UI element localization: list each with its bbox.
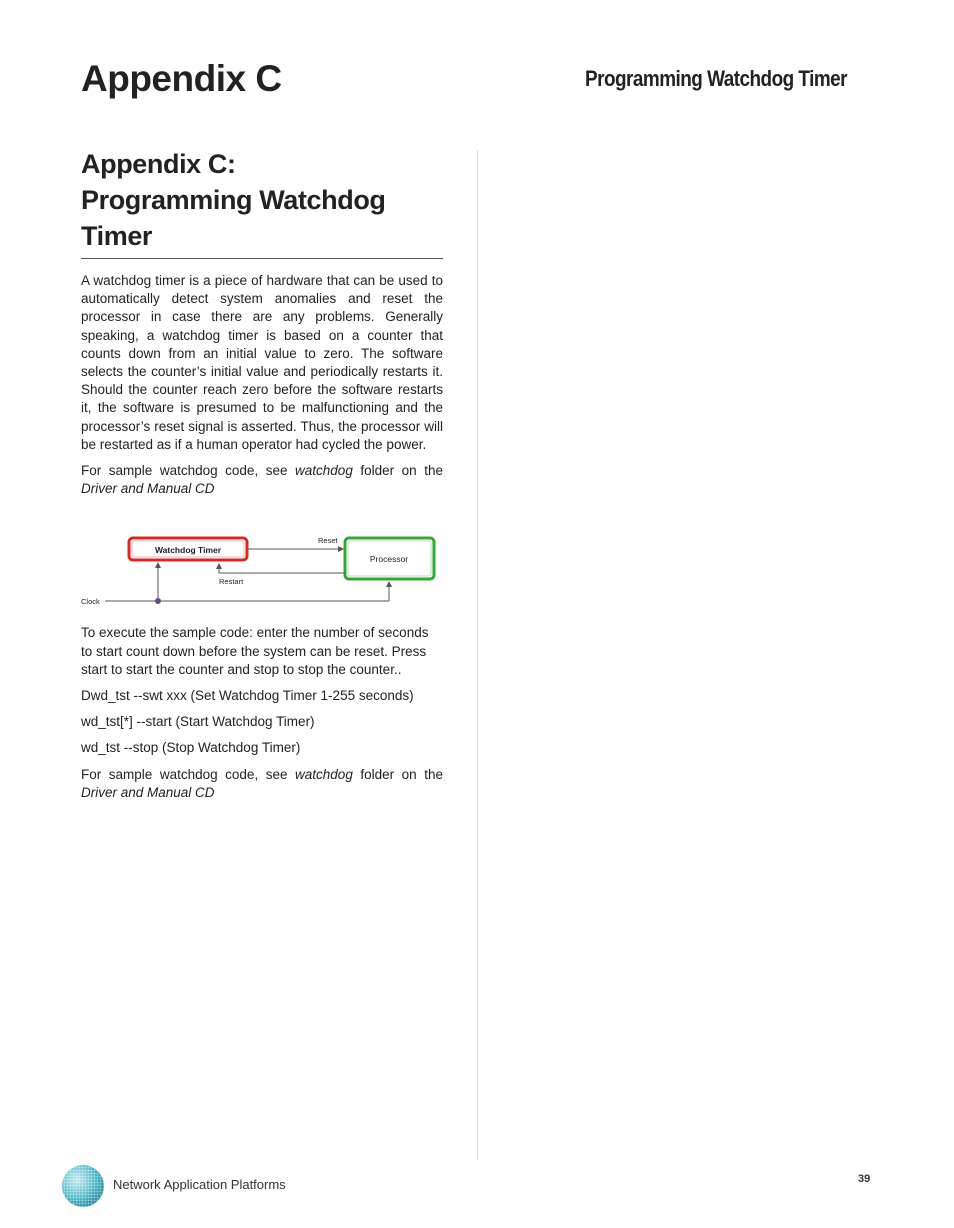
left-column [81, 146, 443, 802]
command-stop-timer: wd_tst --stop (Stop Watchdog Timer) [81, 740, 301, 756]
column-divider [477, 150, 478, 1160]
sample-note-cd-2: Driver and Manual CD [81, 784, 215, 800]
processor-label: Processor [369, 554, 409, 565]
sample-note-middle: folder on the [352, 463, 443, 479]
section-title-line-1: Appendix C: [81, 149, 236, 179]
section-title-line-3: Timer [81, 221, 153, 251]
sample-note-folder-2: watchdog [295, 766, 353, 782]
sample-note-folder: watchdog [295, 463, 353, 479]
command-set-timer: Dwd_tst --swt xxx (Set Watchdog Timer 1-255 seconds) [81, 688, 414, 704]
reset-label: Reset [318, 536, 338, 546]
page-number: 39 [858, 1173, 871, 1185]
page-heading: Appendix C [81, 58, 282, 99]
watchdog-diagram-svg [81, 530, 443, 620]
sample-code-note-2 [81, 766, 443, 802]
sample-note-cd: Driver and Manual CD [81, 481, 215, 497]
watchdog-timer-label: Watchdog Timer [154, 545, 222, 556]
sample-note-prefix-2: For sample watchdog code, see [81, 766, 296, 782]
sample-note-prefix: For sample watchdog code, see [81, 463, 296, 479]
globe-logo-icon [60, 1163, 106, 1209]
section-title-line-2: Programming Watchdog [81, 185, 386, 215]
restart-label: Restart [219, 577, 244, 587]
command-start-timer: wd_tst[*] --start (Start Watchdog Timer) [81, 714, 315, 730]
running-title: Programming Watchdog Timer [585, 66, 848, 91]
clock-label: Clock [81, 597, 100, 607]
execute-instructions: To execute the sample code: enter the number of seconds to start count down before the system can be reset. Press start to start the counter and stop to stop the counter.. [81, 625, 429, 677]
sample-note-middle-2: folder on the [352, 766, 443, 782]
footer-brand: Network Application Platforms [113, 1177, 286, 1192]
watchdog-diagram [81, 530, 443, 620]
intro-paragraph: A watchdog timer is a piece of hardware that can be used to automatically detect system anomalies and reset the processor in case there are any problems. Generally speaking, a watchdog timer is based on a counter that counts down from an initial value to zero. The software selects the counter’s initial value and periodically restarts it. Should the counter reach zero before the software restarts it, the software is presumed to be malfunctioning and the processor’s reset signal is asserted. Thus, the processor will be restarted as if a human operator had cycled the power. [81, 273, 443, 452]
restart-arrow [219, 564, 345, 573]
clock-junction-dot [155, 598, 161, 604]
sample-code-note [81, 462, 443, 498]
section-title [81, 146, 443, 259]
